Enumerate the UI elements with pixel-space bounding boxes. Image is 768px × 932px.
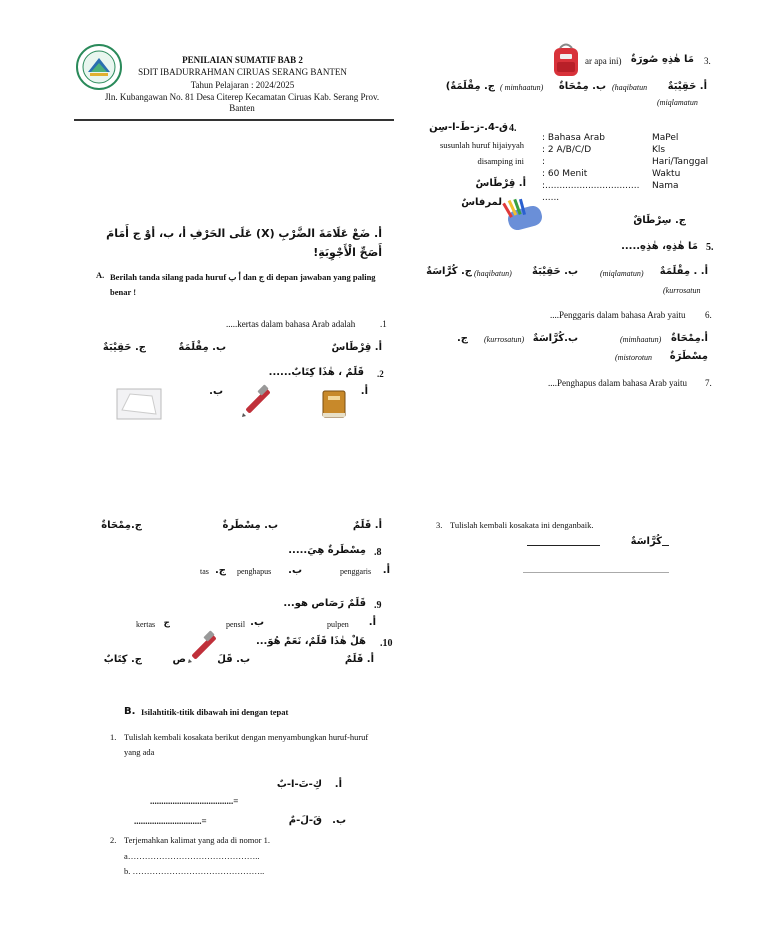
q10-option-c[interactable]: ج. كِتَابٌ: [103, 654, 142, 665]
q5-option-c-latin: (kurrosatun: [663, 286, 701, 295]
paper-icon: [116, 388, 162, 420]
q4-number: 4.: [509, 123, 517, 134]
q5-option-b-latin: (haqibatun): [474, 269, 512, 278]
b-item1-number: 1.: [110, 732, 117, 742]
s3-line-2[interactable]: [523, 572, 669, 573]
q8-question: مِسْطَرةٌ هِيَ.....: [288, 545, 366, 556]
q4-instruction-2: disamping ini: [477, 156, 524, 166]
q8-option-c[interactable]: ج.: [214, 565, 226, 576]
q10-option-a[interactable]: أ. قَلَمٌ: [344, 654, 374, 665]
header-year: Tahun Pelajaran : 2024/2025: [190, 80, 295, 90]
q5-number: 5.: [706, 242, 714, 253]
q9-number: .9: [374, 600, 382, 611]
backpack-icon: [547, 40, 585, 78]
q6-option-b[interactable]: ب.كُرَّاسَةٌ: [532, 333, 578, 344]
q8-option-a-text: penggaris: [340, 567, 372, 576]
b-item2-text: Terjemahkan kalimat yang ada di nomor 1.: [124, 835, 270, 845]
q8-option-b[interactable]: ب.: [288, 565, 302, 576]
q9-option-a-text: pulpen: [327, 620, 349, 629]
q1-option-a[interactable]: أ. قِرْطَاسٌ: [331, 342, 382, 353]
q5-option-c[interactable]: ج. كُرَّاسَةٌ: [426, 266, 472, 277]
book-icon: [318, 388, 350, 420]
info-values: : Bahasa Arab : 2 A/B/C/D : : 60 Menit :................................. ......: [542, 133, 640, 203]
header-divider: [74, 119, 394, 121]
b-item1-text-2: yang ada: [124, 747, 155, 757]
q8-option-b-text: penghapus: [237, 567, 272, 576]
q9-question: قَلَمٌ رَصَاص هو...: [283, 598, 366, 609]
q1-number: .1: [380, 319, 387, 329]
q7-option-c[interactable]: ج.مِمْحَاةٌ: [101, 520, 142, 531]
info-labels: MaPel Kls Hari/Tanggal Waktu Nama: [652, 133, 709, 191]
q3-latin: ar apa ini): [585, 56, 622, 66]
pen-icon-small: [184, 630, 220, 666]
q5-question: مَا هٰذِهِ، هٰذِهِ.....: [621, 241, 698, 252]
q8-option-a[interactable]: أ.: [382, 565, 390, 576]
q3-option-a[interactable]: أ. حَقِيْبَةٌ: [667, 81, 707, 92]
q7-number: 7.: [705, 378, 712, 388]
q2-number: .2: [377, 369, 384, 379]
q1-option-b[interactable]: ب. مِقْلَمَةٌ: [178, 342, 226, 353]
q6-number: 6.: [705, 310, 712, 320]
q3-option-c[interactable]: ج. مِقْلَمَةٌ): [445, 81, 495, 92]
q9-option-c[interactable]: ج: [163, 618, 170, 628]
s3-word: كُرَّاسَةٌ: [600, 536, 662, 547]
q5-option-a-latin: (miqlamatun): [600, 269, 644, 278]
q3-question: مَا هٰذِهِ صُورَةٌ: [630, 54, 694, 65]
q2-option-b[interactable]: ب.: [209, 386, 223, 397]
q3-option-b-latin: ( mimhaatun): [500, 83, 544, 92]
q10-question: هَلْ هٰذَا قَلَمٌ، نَعَمْ هُوَ...: [255, 636, 366, 647]
instruction-latin: Berilah tanda silang pada huruf أ ب dan ج di depan jawaban yang paling benar !: [110, 272, 376, 297]
q3-option-c-latin: (miqlamatun: [657, 98, 698, 107]
q6-option-a[interactable]: أ.مِمْحَاةٌ: [671, 333, 708, 344]
q1-question: .....kertas dalam bahasa Arab adalah: [226, 319, 356, 329]
q6-option-c[interactable]: ج.: [456, 333, 468, 344]
section-b-label: B.: [124, 706, 136, 717]
q10-option-b[interactable]: ب. قَلَ: [217, 654, 250, 665]
q10-option-b-partial: ص: [172, 654, 186, 665]
b-item2-number: 2.: [110, 835, 117, 845]
b-item1-text: Tulislah kembali kosakata berikut dengan menyambungkan huruf-huruf: [124, 732, 369, 742]
pen-icon: [238, 384, 274, 420]
header-address: Jln. Kubangawan No. 81 Desa Citerep Kecamatan Ciruas Kab. Serang Prov.: [104, 92, 380, 102]
instruction-arabic: أ. ضَعْ عَلَامَةَ الضَّرْبِ (X) عَلَى الحَرْفِ أ، ب، أوْ ج أَمَامَ أَصَحِّ الْأَجْوِبَةِ!: [106, 227, 382, 259]
q6-option-c-word: مِسْطَرَةٌ: [669, 351, 708, 362]
q3-option-b[interactable]: ب. مِمْحَاةٌ: [558, 81, 606, 92]
pencil-case-icon: [500, 196, 548, 234]
s3-instruction: Tulislah kembali kosakata ini denganbaik.: [450, 520, 594, 530]
q9-option-c-text: kertas: [136, 620, 156, 629]
q8-option-c-text: tas: [200, 567, 209, 576]
q6-option-b-latin: (kurrosatun): [484, 335, 525, 344]
q9-option-b-text: pensil: [226, 620, 246, 629]
q4-option-a[interactable]: أ. قِرْطَاسٌ: [475, 178, 526, 189]
b-a-fill[interactable]: .....................................=: [150, 796, 239, 806]
q6-option-a-latin: (mimhaatun): [620, 335, 662, 344]
q3-number: 3.: [704, 56, 711, 66]
q9-option-b[interactable]: ب.: [250, 617, 264, 628]
b-item2-b[interactable]: b. ………………………………………..: [124, 866, 265, 876]
q2-option-a[interactable]: أ.: [360, 386, 368, 397]
q10-number: .10: [380, 638, 393, 649]
b-item2-a[interactable]: a………………………………………..: [124, 851, 260, 861]
header-address-2: Banten: [229, 103, 255, 113]
b-a-label: أ.: [334, 779, 342, 790]
q5-option-b[interactable]: ب. حَقِيْبَةٌ: [532, 266, 578, 277]
q6-question: ....Penggaris dalam bahasa Arab yaitu: [550, 310, 686, 320]
instruction-label: A.: [96, 270, 105, 280]
b-a-word: كِ-تَ-ا-بٌ: [276, 779, 322, 790]
q4-question: ق-4.-ز-طَ-ا-سِن: [429, 122, 508, 133]
q7-option-b[interactable]: ب. مِسْطَرةٌ: [222, 520, 278, 531]
q4-option-b[interactable]: لمرفاسٌ: [461, 197, 502, 208]
q9-option-a[interactable]: أ.: [368, 617, 376, 628]
q6-option-c-latin: (mistorotun: [615, 353, 653, 362]
b-b-label: ب.: [332, 815, 346, 826]
q2-question: قَلَمٌ ، هٰذَا كِتَابٌ......: [268, 367, 364, 378]
q4-option-c[interactable]: ج. سِرْطَاقٌ: [633, 215, 686, 226]
s3-number: 3.: [436, 520, 443, 530]
b-b-fill[interactable]: ..............................=: [134, 816, 207, 826]
q1-option-c[interactable]: ج. حَقِيْبَةٌ: [102, 342, 146, 353]
b-b-word: قَ-لَ-مٌ: [288, 815, 322, 826]
q8-number: .8: [374, 547, 382, 558]
q7-option-a[interactable]: أ. قَلَمٌ: [352, 520, 382, 531]
header-school: SDIT IBADURRAHMAN CIRUAS SERANG BANTEN: [138, 67, 347, 77]
header-title: PENILAIAN SUMATIF BAB 2: [182, 55, 303, 65]
q5-option-a[interactable]: أ. . مِقْلَمَةٌ: [659, 266, 708, 277]
q3-option-a-latin: (haqibatun: [612, 83, 648, 92]
q7-question: ....Penghapus dalam bahasa Arab yaitu: [548, 378, 687, 388]
section-b-title: Isilahtitik-titik dibawah ini dengan tepat: [141, 707, 289, 717]
q4-instruction: susunlah huruf hijaiyyah: [439, 140, 524, 150]
